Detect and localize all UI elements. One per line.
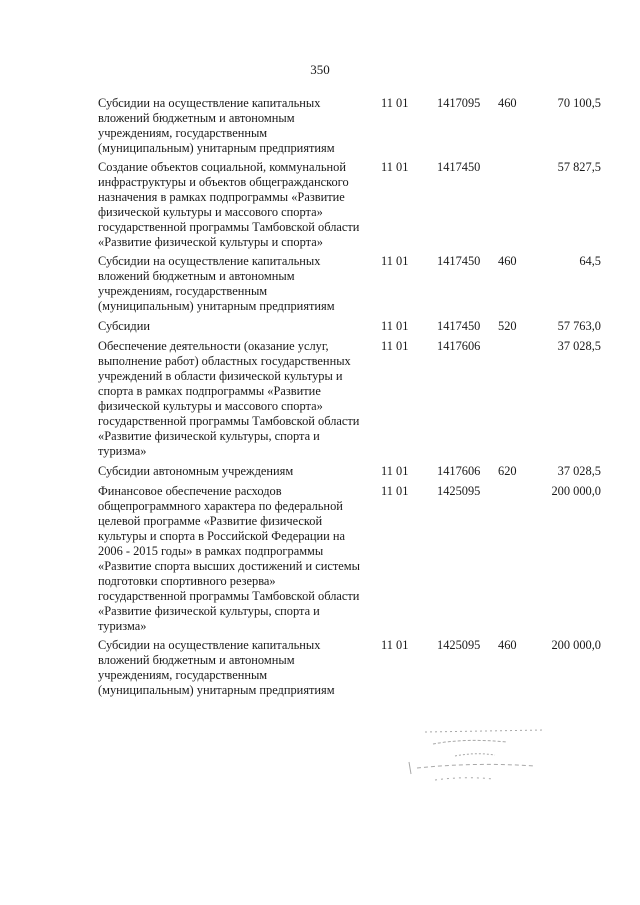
row-expense-type: 620: [498, 464, 517, 478]
table-row: [0, 339, 640, 459]
row-amount: 57 763,0: [557, 319, 601, 333]
faint-stamp-icon: [395, 722, 555, 792]
table-row: [0, 96, 640, 156]
row-name: Финансовое обеспечение расходов общепрограммного характера по федеральной целевой программе «Развитие физической культуры и спорта в Российской Федерации на 2006 - 2015 годы» в рамках подпрограммы «Развитие спорта высших достижений и системы подготовки спортивного резерва» государственной программы Тамбовской области «Развитие физической культуры, спорта и туризма»: [98, 484, 360, 633]
table-row: [0, 484, 640, 634]
table-row: [0, 319, 640, 334]
row-amount: 200 000,0: [551, 638, 601, 652]
table-row: [0, 464, 640, 479]
row-target-code: 1417095: [437, 96, 481, 110]
row-section: 11 01: [381, 319, 409, 333]
row-section: 11 01: [381, 464, 409, 478]
row-target-code: 1417450: [437, 319, 481, 333]
table-row: [0, 160, 640, 250]
row-name: Субсидии: [98, 319, 150, 333]
row-amount: 57 827,5: [557, 160, 601, 174]
row-target-code: 1417606: [437, 339, 481, 353]
stamp-smudge-icon: [395, 722, 555, 792]
row-target-code: 1425095: [437, 484, 481, 498]
row-amount: 37 028,5: [557, 339, 601, 353]
row-target-code: 1417606: [437, 464, 481, 478]
row-name: Обеспечение деятельности (оказание услуг, выполнение работ) областных государственных учреждений в области физической культуры и спорта в рамках подпрограммы «Развитие физической культуры и массового спорта» государственной программы Тамбовской области «Развитие физической культуры, спорта и туризма»: [98, 339, 360, 458]
row-name: Создание объектов социальной, коммунальной инфраструктуры и объектов общегражданского назначения в рамках подпрограммы «Развитие физической культуры и массового спорта» государственной программы Тамбовской области «Развитие физической культуры и спорта»: [98, 160, 360, 249]
row-amount: 200 000,0: [551, 484, 601, 498]
row-target-code: 1417450: [437, 160, 481, 174]
page-number: 350: [310, 62, 330, 77]
row-section: 11 01: [381, 638, 409, 652]
row-expense-type: 460: [498, 638, 517, 652]
row-name: Субсидии на осуществление капитальных вложений бюджетным и автономным учреждениям, государственным (муниципальным) унитарным предприятиям: [98, 96, 335, 155]
row-expense-type: 520: [498, 319, 517, 333]
row-section: 11 01: [381, 339, 409, 353]
budget-table: [0, 96, 640, 698]
row-name: Субсидии на осуществление капитальных вложений бюджетным и автономным учреждениям, государственным (муниципальным) унитарным предприятиям: [98, 254, 335, 313]
row-section: 11 01: [381, 484, 409, 498]
row-name: Субсидии автономным учреждениям: [98, 464, 294, 478]
row-expense-type: 460: [498, 96, 517, 110]
row-amount: 37 028,5: [557, 464, 601, 478]
row-section: 11 01: [381, 96, 409, 110]
row-expense-type: 460: [498, 254, 517, 268]
row-name: Субсидии на осуществление капитальных вложений бюджетным и автономным учреждениям, государственным (муниципальным) унитарным предприятиям: [98, 638, 335, 697]
table-row: [0, 254, 640, 314]
row-amount: 70 100,5: [557, 96, 601, 110]
row-section: 11 01: [381, 254, 409, 268]
table-row: [0, 638, 640, 698]
row-target-code: 1425095: [437, 638, 481, 652]
row-target-code: 1417450: [437, 254, 481, 268]
row-amount: 64,5: [579, 254, 601, 268]
row-section: 11 01: [381, 160, 409, 174]
